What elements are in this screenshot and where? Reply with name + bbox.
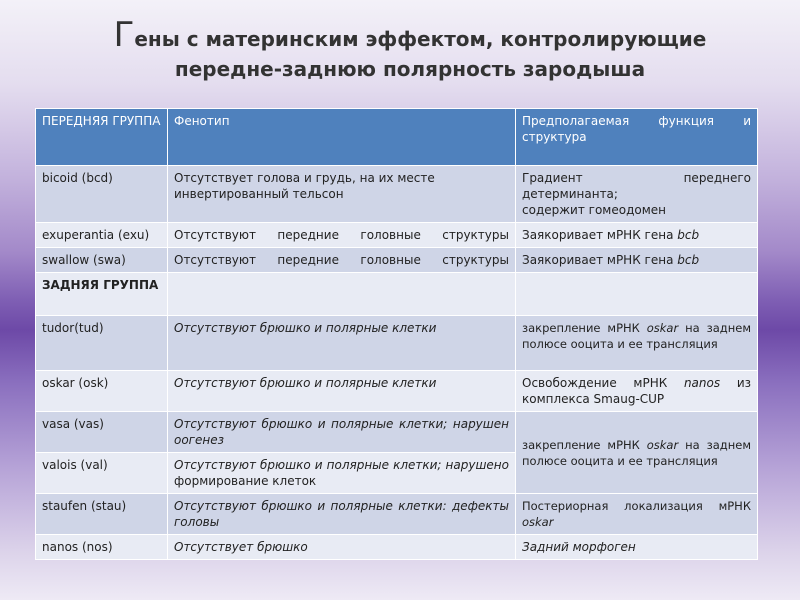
- title-line-2: передне-заднюю полярность зародыша: [174, 57, 646, 81]
- phenotype-normal: формирование клеток: [174, 474, 317, 488]
- phenotype-italic: Отсутствуют брюшко и полярные клетки; нарушено: [174, 458, 509, 472]
- gene-cell: tudor(tud): [36, 316, 168, 371]
- gene-cell: bicoid (bcd): [36, 166, 168, 223]
- function-text: Постериорная локализация мРНК: [522, 499, 751, 513]
- table-row: [36, 412, 758, 453]
- phenotype-cell: Отсутствует брюшко: [168, 535, 516, 560]
- genes-table: [35, 108, 758, 560]
- function-gene: bcb: [677, 253, 700, 267]
- gene-cell: valois (val): [36, 453, 168, 494]
- slide-title: [60, 15, 760, 84]
- phenotype-cell: Отсутствуют брюшко и полярные клетки: дефекты головы: [168, 494, 516, 535]
- function-text-post: на заднем полюсе ооцита и ее трансляция: [522, 321, 751, 351]
- gene-cell: vasa (vas): [36, 412, 168, 453]
- function-text: Заякоривает мРНК гена: [522, 228, 678, 242]
- function-text-post: на заднем полюсе ооцита и ее трансляция: [522, 437, 751, 468]
- gene-cell: exuperantia (exu): [36, 223, 168, 248]
- function-gene: oskar: [646, 321, 679, 335]
- phenotype-cell: Отсутствуют передние головные структуры: [168, 248, 516, 273]
- function-cell: Задний морфоген: [516, 535, 758, 560]
- function-text: Заякоривает мРНК гена: [522, 253, 678, 267]
- function-line-1: Градиент переднего детерминанта;: [522, 171, 751, 201]
- function-gene: oskar: [646, 437, 679, 452]
- function-text: закрепление мРНК: [522, 321, 647, 335]
- table-row: [36, 535, 758, 560]
- group-label-posterior: ЗАДНЯЯ ГРУППА: [36, 273, 168, 316]
- table-row: [36, 223, 758, 248]
- function-line-2: содержит гомеодомен: [522, 203, 666, 217]
- function-text: Освобождение мРНК: [522, 376, 684, 390]
- phenotype-cell: Отсутствует голова и грудь, на их месте инвертированный тельсон: [168, 166, 516, 223]
- function-cell: [516, 316, 758, 371]
- header-phenotype: Фенотип: [168, 109, 516, 166]
- header-function: [516, 109, 758, 166]
- header-group: ПЕРЕДНЯЯ ГРУППА: [36, 109, 168, 166]
- function-cell: [516, 412, 758, 494]
- phenotype-cell: Отсутствуют брюшко и полярные клетки; нарушен оогенез: [168, 412, 516, 453]
- table-row: [36, 273, 758, 316]
- function-gene: oskar: [522, 515, 554, 529]
- table-row: [36, 371, 758, 412]
- function-cell: [516, 371, 758, 412]
- gene-cell: nanos (nos): [36, 535, 168, 560]
- function-gene: bcb: [677, 228, 700, 242]
- phenotype-cell: Отсутствуют брюшко и полярные клетки: [168, 371, 516, 412]
- function-cell: [516, 248, 758, 273]
- function-cell: [516, 166, 758, 223]
- title-first-letter: Г: [113, 15, 135, 55]
- table-header-row: [36, 109, 758, 166]
- function-text: закрепление мРНК: [522, 437, 647, 452]
- title-line-1: [60, 15, 760, 55]
- function-text-post: из комплекса Smaug-CUP: [522, 376, 751, 406]
- phenotype-cell: Отсутствуют брюшко и полярные клетки: [168, 316, 516, 371]
- header-function-line-2: структура: [522, 130, 587, 144]
- title-line-1-rest: ены с материнским эффектом, контролирующие: [134, 27, 707, 51]
- header-function-line-1: Предполагаемая функция и: [522, 114, 751, 128]
- function-cell: [516, 494, 758, 535]
- empty-cell: [168, 273, 516, 316]
- function-cell: [516, 223, 758, 248]
- empty-cell: [516, 273, 758, 316]
- table-row: [36, 248, 758, 273]
- table-row: [36, 166, 758, 223]
- function-gene: nanos: [683, 376, 721, 390]
- gene-cell: staufen (stau): [36, 494, 168, 535]
- gene-cell: oskar (osk): [36, 371, 168, 412]
- table-row: [36, 316, 758, 371]
- gene-cell: swallow (swa): [36, 248, 168, 273]
- phenotype-cell: Отсутствуют передние головные структуры: [168, 223, 516, 248]
- table-row: [36, 494, 758, 535]
- phenotype-cell: [168, 453, 516, 494]
